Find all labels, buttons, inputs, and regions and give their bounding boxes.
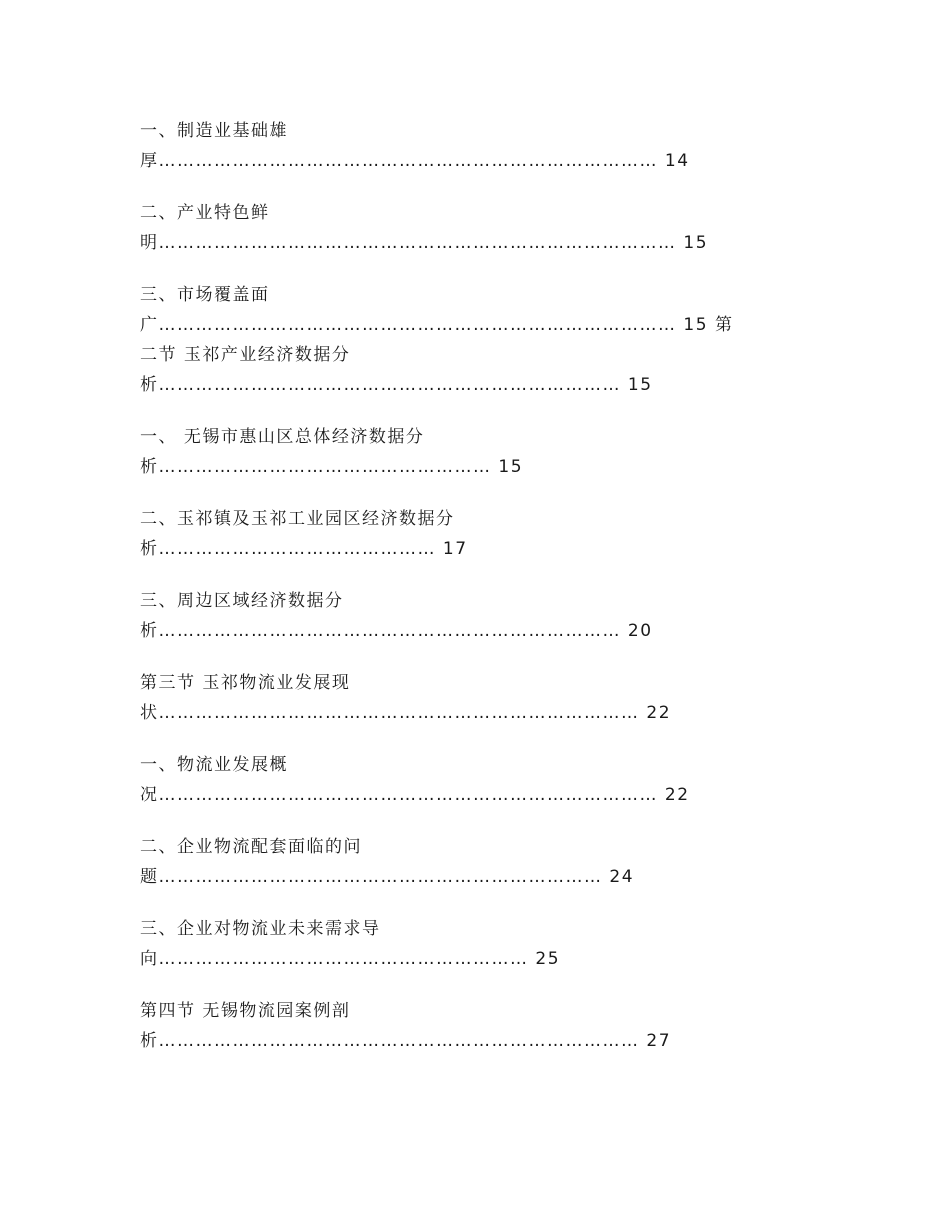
toc-entry-leader-page: 析…………………………………………………………………… 27 (140, 1031, 672, 1051)
toc-entry-leader-page: 析……………………………………………… 15 (140, 457, 524, 477)
toc-entry-title: 第四节 无锡物流园案例剖 (140, 1001, 351, 1021)
toc-entry-leader-page: 析………………………………………………………………… 20 (140, 621, 653, 641)
toc-entry[interactable] (140, 340, 820, 400)
toc-entry-leader-page: 广………………………………………………………………………… 15 第 (140, 315, 734, 335)
toc-entry[interactable] (140, 504, 820, 564)
toc-entry-title: 二、企业物流配套面临的问 (140, 837, 362, 857)
toc-entry-title: 一、物流业发展概 (140, 755, 288, 775)
toc-entry-title: 一、制造业基础雄 (140, 121, 288, 141)
toc-entry[interactable] (140, 586, 820, 646)
toc-entry[interactable] (140, 750, 820, 810)
toc-entry[interactable] (140, 280, 820, 340)
toc-entry-title: 三、市场覆盖面 (140, 285, 270, 305)
toc-entry-leader-page: 状…………………………………………………………………… 22 (140, 703, 672, 723)
toc-entry[interactable] (140, 198, 820, 258)
table-of-contents (140, 116, 820, 1078)
toc-entry[interactable] (140, 996, 820, 1056)
toc-entry[interactable] (140, 116, 820, 176)
toc-entry-title: 三、周边区域经济数据分 (140, 591, 344, 611)
toc-entry-leader-page: 向…………………………………………………… 25 (140, 949, 561, 969)
toc-entry-leader-page: 况……………………………………………………………………… 22 (140, 785, 690, 805)
toc-entry-title: 二、玉祁镇及玉祁工业园区经济数据分 (140, 509, 455, 529)
toc-entry-title: 一、 无锡市惠山区总体经济数据分 (140, 427, 425, 447)
toc-entry[interactable] (140, 914, 820, 974)
toc-entry-leader-page: 题……………………………………………………………… 24 (140, 867, 635, 887)
toc-entry-title: 二节 玉祁产业经济数据分 (140, 345, 351, 365)
toc-entry[interactable] (140, 668, 820, 728)
toc-entry-leader-page: 明………………………………………………………………………… 15 (140, 233, 709, 253)
toc-entry[interactable] (140, 832, 820, 892)
toc-entry-title: 第三节 玉祁物流业发展现 (140, 673, 351, 693)
toc-entry-title: 三、企业对物流业未来需求导 (140, 919, 381, 939)
toc-entry-leader-page: 析………………………………………………………………… 15 (140, 375, 653, 395)
toc-entry-leader-page: 析……………………………………… 17 (140, 539, 468, 559)
toc-entry-title: 二、产业特色鲜 (140, 203, 270, 223)
toc-entry[interactable] (140, 422, 820, 482)
toc-entry-leader-page: 厚……………………………………………………………………… 14 (140, 151, 690, 171)
